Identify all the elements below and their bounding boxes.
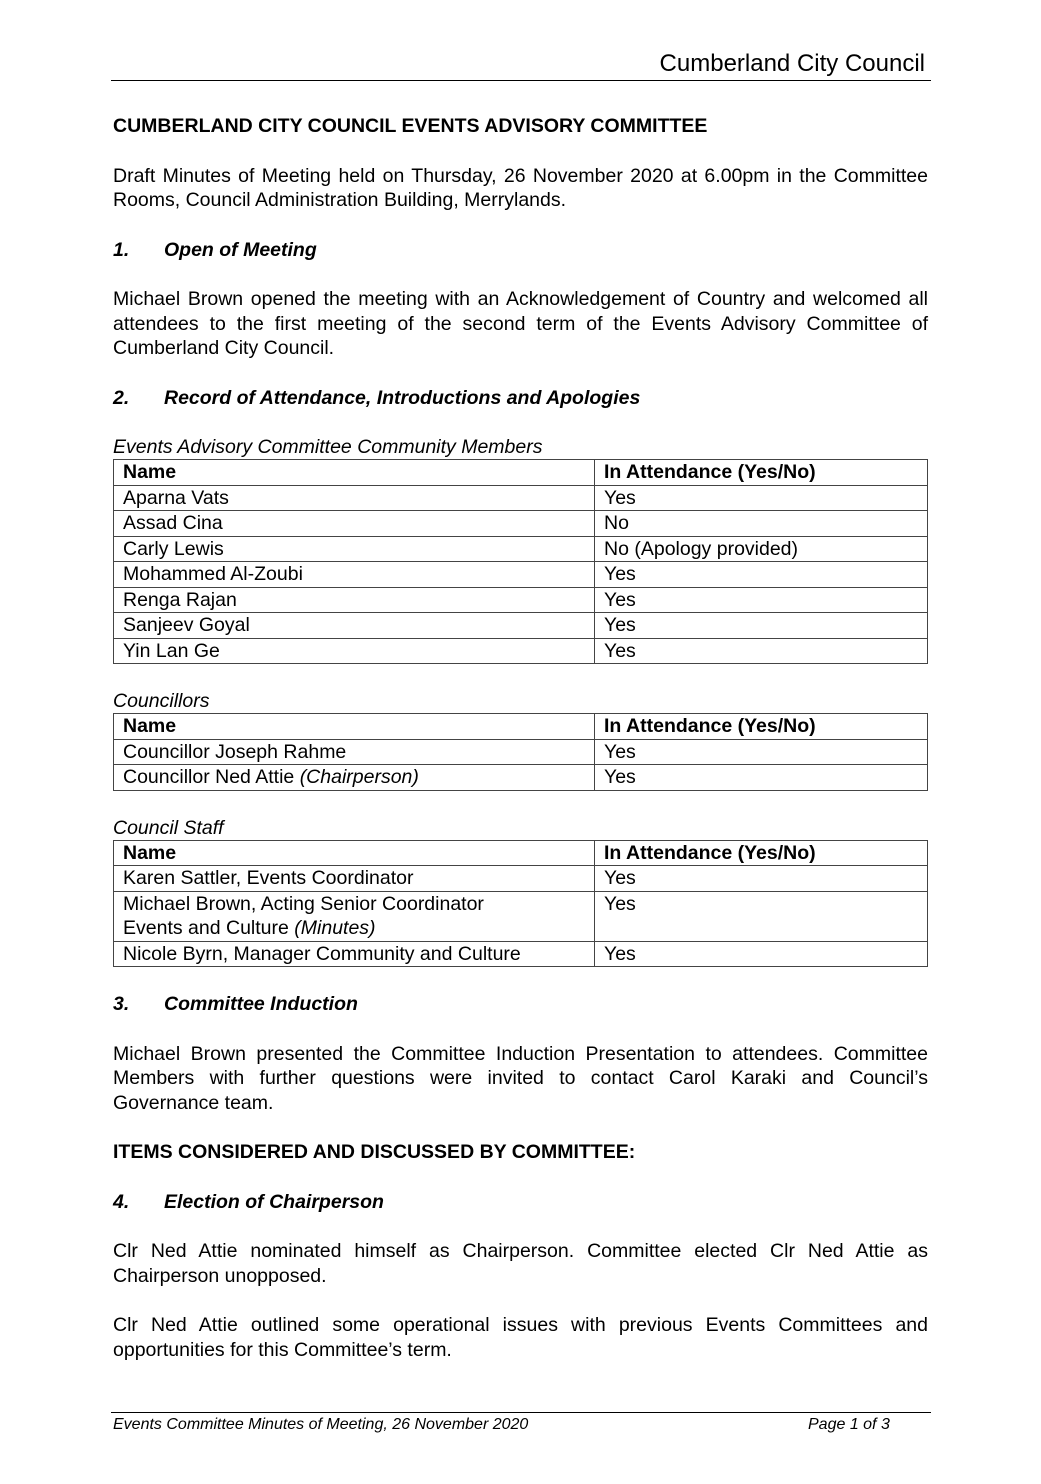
- staff-role: (Minutes): [294, 917, 376, 939]
- section-title: Election of Chairperson: [164, 1190, 384, 1213]
- councillor-attendance: Yes: [595, 739, 928, 765]
- table-row: [114, 866, 928, 892]
- column-header-name: Name: [114, 840, 595, 866]
- member-name: Assad Cina: [114, 511, 595, 537]
- member-name: Carly Lewis: [114, 536, 595, 562]
- table-row: [114, 587, 928, 613]
- table-header-row: [114, 840, 928, 866]
- staff-name: Nicole Byrn, Manager Community and Culture: [114, 941, 595, 967]
- councillor-attendance: Yes: [595, 765, 928, 791]
- councillor-name: Councillor Joseph Rahme: [114, 739, 595, 765]
- table-header-row: [114, 460, 928, 486]
- footer-page-number: Page 1 of 3: [808, 1416, 890, 1433]
- councillor-name-cell: [114, 765, 595, 791]
- election-paragraph-2: Clr Ned Attie outlined some operational issues with previous Events Committees and opportunities for this Committee’s term.: [113, 1314, 928, 1361]
- member-name: Sanjeev Goyal: [114, 613, 595, 639]
- table-row: [114, 562, 928, 588]
- member-attendance: Yes: [595, 485, 928, 511]
- items-considered-heading: ITEMS CONSIDERED AND DISCUSSED BY COMMITTEE:: [113, 1141, 636, 1163]
- section-number: 1.: [113, 238, 130, 261]
- footer-document-title: Events Committee Minutes of Meeting, 26 November 2020: [113, 1416, 529, 1433]
- table-row: [114, 536, 928, 562]
- councillor-role: (Chairperson): [299, 766, 419, 788]
- table-row: [114, 638, 928, 664]
- document-body: [113, 114, 928, 1387]
- column-header-name: Name: [114, 460, 595, 486]
- header-council-name: Cumberland City Council: [659, 50, 925, 77]
- section-title: Committee Induction: [164, 993, 358, 1015]
- table-header-row: [114, 714, 928, 740]
- document-title: CUMBERLAND CITY COUNCIL EVENTS ADVISORY COMMITTEE: [113, 115, 708, 137]
- header-divider: [111, 80, 931, 81]
- section-number: 3.: [113, 993, 130, 1015]
- table-row: [114, 511, 928, 537]
- member-name: Aparna Vats: [114, 485, 595, 511]
- member-name: Renga Rajan: [114, 587, 595, 613]
- section-heading-open-of-meeting: [113, 238, 928, 263]
- table-row: [114, 485, 928, 511]
- section-number: 4.: [113, 1190, 130, 1213]
- councillors-table: [113, 713, 928, 791]
- member-attendance: No: [595, 511, 928, 537]
- section-heading-committee-induction: [113, 992, 928, 1017]
- community-members-table: [113, 459, 928, 664]
- section-title: Open of Meeting: [164, 238, 317, 261]
- intro-paragraph: Draft Minutes of Meeting held on Thursday, 26 November 2020 at 6.00pm in the Committee Rooms, Council Administration Building, Merrylands.: [113, 164, 928, 211]
- table-row: [114, 613, 928, 639]
- column-header-attendance: In Attendance (Yes/No): [595, 714, 928, 740]
- election-paragraph-1: Clr Ned Attie nominated himself as Chairperson. Committee elected Clr Ned Attie as Chairperson unopposed.: [113, 1240, 928, 1287]
- member-attendance: Yes: [595, 562, 928, 588]
- staff-name-line1: Michael Brown, Acting Senior Coordinator: [123, 892, 484, 915]
- member-attendance: Yes: [595, 587, 928, 613]
- councillors-caption: Councillors: [113, 690, 210, 712]
- column-header-name: Name: [114, 714, 595, 740]
- section-heading-election-of-chairperson: [113, 1190, 928, 1215]
- staff-name-line2: Events and Culture: [123, 917, 289, 939]
- councillor-name: Councillor Ned Attie: [123, 766, 295, 788]
- council-staff-caption: Council Staff: [113, 816, 224, 839]
- staff-attendance: Yes: [595, 866, 928, 892]
- section-number: 2.: [113, 386, 130, 409]
- staff-attendance: Yes: [595, 941, 928, 967]
- committee-induction-paragraph: Michael Brown presented the Committee Induction Presentation to attendees. Committee Members with further questions were invited to contact Carol Karaki and Council’s Governance team.: [113, 1042, 928, 1114]
- member-attendance: Yes: [595, 638, 928, 664]
- section-title: Record of Attendance, Introductions and Apologies: [164, 386, 641, 409]
- staff-name-cell: [114, 891, 595, 941]
- column-header-attendance: In Attendance (Yes/No): [595, 460, 928, 486]
- footer-divider: [111, 1412, 931, 1413]
- council-staff-table: [113, 840, 928, 968]
- open-of-meeting-paragraph: Michael Brown opened the meeting with an Acknowledgement of Country and welcomed all attendees to the first meeting of the second term of the Events Advisory Committee of Cumberland City Council.: [113, 288, 928, 359]
- community-members-caption: Events Advisory Committee Community Members: [113, 436, 543, 458]
- member-name: Yin Lan Ge: [114, 638, 595, 664]
- table-row: [114, 739, 928, 765]
- section-heading-attendance: [113, 386, 928, 411]
- member-name: Mohammed Al-Zoubi: [114, 562, 595, 588]
- staff-name: Karen Sattler, Events Coordinator: [114, 866, 595, 892]
- member-attendance: No (Apology provided): [595, 536, 928, 562]
- table-row: [114, 891, 928, 941]
- table-row: [114, 765, 928, 791]
- column-header-attendance: In Attendance (Yes/No): [595, 840, 928, 866]
- table-row: [114, 941, 928, 967]
- member-attendance: Yes: [595, 613, 928, 639]
- staff-attendance: Yes: [595, 891, 928, 941]
